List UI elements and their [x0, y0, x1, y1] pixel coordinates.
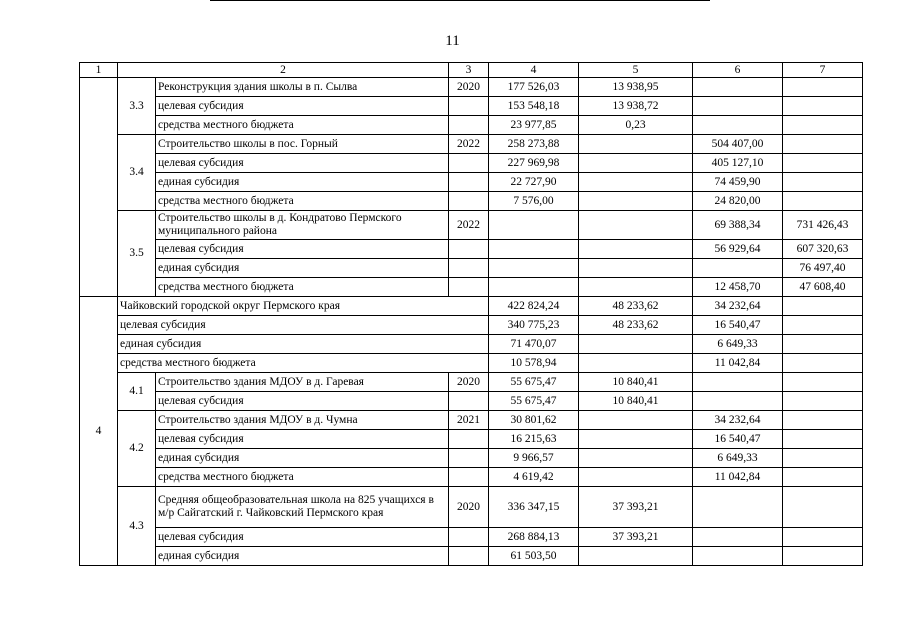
year-cell: 2022: [449, 135, 489, 154]
value-col4: 227 969,98: [489, 154, 579, 173]
value-col5: [579, 154, 693, 173]
header-cell: 6: [693, 63, 783, 78]
value-col6: [693, 97, 783, 116]
value-col5: 0,23: [579, 116, 693, 135]
page-number: 11: [445, 33, 460, 49]
value-col7: [783, 316, 863, 335]
year-cell: [449, 430, 489, 449]
header-cell: 1: [80, 63, 118, 78]
year-cell: [449, 547, 489, 566]
item-name: единая субсидия: [156, 449, 449, 468]
value-col4: 336 347,15: [489, 487, 579, 528]
value-col6: 6 649,33: [693, 335, 783, 354]
value-col6: 56 929,64: [693, 240, 783, 259]
header-cell: 3: [449, 63, 489, 78]
table-row: [80, 192, 863, 211]
value-col6: 24 820,00: [693, 192, 783, 211]
value-col5: 48 233,62: [579, 297, 693, 316]
value-col4: 340 775,23: [489, 316, 579, 335]
table-row: [80, 547, 863, 566]
value-col6: 34 232,64: [693, 297, 783, 316]
value-col4: [489, 240, 579, 259]
value-col6: 16 540,47: [693, 316, 783, 335]
value-col6: 34 232,64: [693, 411, 783, 430]
item-name: средства местного бюджета: [156, 278, 449, 297]
item-name: единая субсидия: [156, 259, 449, 278]
value-col4: 422 824,24: [489, 297, 579, 316]
top-rule: [210, 0, 710, 1]
summary-name: средства местного бюджета: [118, 354, 489, 373]
table-row: [80, 528, 863, 547]
item-name: Строительство школы в пос. Горный: [156, 135, 449, 154]
value-col7: [783, 373, 863, 392]
value-col4: 30 801,62: [489, 411, 579, 430]
value-col7: [783, 354, 863, 373]
value-col5: [579, 278, 693, 297]
value-col7: 47 608,40: [783, 278, 863, 297]
value-col7: [783, 173, 863, 192]
value-col5: 37 393,21: [579, 528, 693, 547]
table-row: [80, 468, 863, 487]
value-col4: 9 966,57: [489, 449, 579, 468]
value-col6: [693, 547, 783, 566]
table-row: [80, 259, 863, 278]
subsection-number: 3.3: [118, 78, 156, 135]
value-col4: 10 578,94: [489, 354, 579, 373]
value-col5: 13 938,72: [579, 97, 693, 116]
value-col4: 55 675,47: [489, 392, 579, 411]
item-name: целевая субсидия: [156, 528, 449, 547]
value-col5: [579, 354, 693, 373]
value-col7: [783, 192, 863, 211]
value-col4: 177 526,03: [489, 78, 579, 97]
item-name: целевая субсидия: [156, 97, 449, 116]
value-col6: 74 459,90: [693, 173, 783, 192]
year-cell: [449, 259, 489, 278]
table-row: [80, 278, 863, 297]
value-col4: 23 977,85: [489, 116, 579, 135]
section-number-cell: [80, 78, 118, 297]
value-col4: 153 548,18: [489, 97, 579, 116]
subsection-number: 4.2: [118, 411, 156, 487]
value-col6: 11 042,84: [693, 468, 783, 487]
value-col7: 607 320,63: [783, 240, 863, 259]
table-row: [80, 373, 863, 392]
value-col7: 731 426,43: [783, 211, 863, 240]
value-col5: [579, 173, 693, 192]
value-col5: [579, 411, 693, 430]
value-col5: 37 393,21: [579, 487, 693, 528]
section-number: 4: [80, 297, 118, 566]
subsection-number: 4.1: [118, 373, 156, 411]
value-col4: 71 470,07: [489, 335, 579, 354]
table-row: [80, 63, 863, 78]
value-col7: [783, 430, 863, 449]
item-name: Средняя общеобразовательная школа на 825 учащихся в м/р Сайгатский г. Чайковский Пермского края: [156, 487, 449, 528]
value-col6: [693, 116, 783, 135]
header-cell: 5: [579, 63, 693, 78]
value-col7: [783, 547, 863, 566]
value-col7: [783, 392, 863, 411]
value-col7: [783, 449, 863, 468]
value-col7: [783, 528, 863, 547]
item-name: целевая субсидия: [156, 430, 449, 449]
item-name: Реконструкция здания школы в п. Сылва: [156, 78, 449, 97]
table-row: [80, 211, 863, 240]
year-cell: [449, 528, 489, 547]
value-col7: [783, 154, 863, 173]
header-cell: 2: [118, 63, 449, 78]
item-name: Строительство школы в д. Кондратово Пермского муниципального района: [156, 211, 449, 240]
value-col5: [579, 449, 693, 468]
year-cell: 2021: [449, 411, 489, 430]
year-cell: [449, 240, 489, 259]
table-row: [80, 116, 863, 135]
item-name: целевая субсидия: [156, 240, 449, 259]
table-row: [80, 97, 863, 116]
value-col7: [783, 335, 863, 354]
value-col6: [693, 392, 783, 411]
value-col4: 7 576,00: [489, 192, 579, 211]
header-cell: 4: [489, 63, 579, 78]
value-col6: 69 388,34: [693, 211, 783, 240]
value-col4: [489, 259, 579, 278]
table-row: [80, 316, 863, 335]
value-col5: [579, 135, 693, 154]
value-col4: [489, 278, 579, 297]
table-row: [80, 154, 863, 173]
subsection-number: 4.3: [118, 487, 156, 566]
value-col5: [579, 259, 693, 278]
subsection-number: 3.5: [118, 211, 156, 297]
year-cell: 2020: [449, 487, 489, 528]
value-col4: [489, 211, 579, 240]
value-col4: 4 619,42: [489, 468, 579, 487]
value-col5: 10 840,41: [579, 373, 693, 392]
table-row: [80, 354, 863, 373]
value-col5: [579, 240, 693, 259]
item-name: целевая субсидия: [156, 392, 449, 411]
value-col5: 13 938,95: [579, 78, 693, 97]
subsection-number: 3.4: [118, 135, 156, 211]
summary-name: единая субсидия: [118, 335, 489, 354]
value-col7: [783, 411, 863, 430]
year-cell: [449, 278, 489, 297]
value-col5: [579, 192, 693, 211]
year-cell: [449, 97, 489, 116]
value-col4: 258 273,88: [489, 135, 579, 154]
item-name: единая субсидия: [156, 173, 449, 192]
value-col5: 10 840,41: [579, 392, 693, 411]
value-col6: [693, 78, 783, 97]
year-cell: [449, 154, 489, 173]
value-col5: [579, 547, 693, 566]
table-row: [80, 449, 863, 468]
table-row: [80, 411, 863, 430]
value-col5: [579, 468, 693, 487]
value-col6: [693, 259, 783, 278]
value-col6: 12 458,70: [693, 278, 783, 297]
item-name: Строительство здания МДОУ в д. Чумна: [156, 411, 449, 430]
year-cell: [449, 468, 489, 487]
budget-table: [79, 62, 863, 566]
table-row: [80, 135, 863, 154]
value-col6: 11 042,84: [693, 354, 783, 373]
value-col5: [579, 430, 693, 449]
value-col6: 405 127,10: [693, 154, 783, 173]
value-col4: 61 503,50: [489, 547, 579, 566]
value-col5: [579, 211, 693, 240]
year-cell: 2022: [449, 211, 489, 240]
item-name: единая субсидия: [156, 547, 449, 566]
table-row: [80, 78, 863, 97]
year-cell: [449, 173, 489, 192]
year-cell: 2020: [449, 78, 489, 97]
value-col6: [693, 373, 783, 392]
value-col6: [693, 528, 783, 547]
value-col5: [579, 335, 693, 354]
value-col4: 16 215,63: [489, 430, 579, 449]
year-cell: [449, 392, 489, 411]
value-col5: 48 233,62: [579, 316, 693, 335]
value-col4: 55 675,47: [489, 373, 579, 392]
value-col6: 16 540,47: [693, 430, 783, 449]
item-name: средства местного бюджета: [156, 468, 449, 487]
table-row: [80, 430, 863, 449]
year-cell: [449, 192, 489, 211]
value-col7: [783, 78, 863, 97]
year-cell: [449, 449, 489, 468]
table-row: [80, 392, 863, 411]
item-name: целевая субсидия: [156, 154, 449, 173]
item-name: средства местного бюджета: [156, 192, 449, 211]
value-col6: [693, 487, 783, 528]
value-col6: 504 407,00: [693, 135, 783, 154]
year-cell: [449, 116, 489, 135]
table-row: [80, 335, 863, 354]
summary-name: целевая субсидия: [118, 316, 489, 335]
item-name: средства местного бюджета: [156, 116, 449, 135]
value-col7: [783, 487, 863, 528]
value-col4: 268 884,13: [489, 528, 579, 547]
table-row: [80, 297, 863, 316]
item-name: Строительство здания МДОУ в д. Гаревая: [156, 373, 449, 392]
table-row: [80, 173, 863, 192]
value-col7: [783, 297, 863, 316]
table-row: [80, 487, 863, 528]
year-cell: 2020: [449, 373, 489, 392]
summary-name: Чайковский городской округ Пермского края: [118, 297, 489, 316]
value-col7: [783, 116, 863, 135]
value-col7: [783, 468, 863, 487]
value-col7: [783, 97, 863, 116]
value-col7: 76 497,40: [783, 259, 863, 278]
header-cell: 7: [783, 63, 863, 78]
table-row: [80, 240, 863, 259]
value-col6: 6 649,33: [693, 449, 783, 468]
value-col4: 22 727,90: [489, 173, 579, 192]
value-col7: [783, 135, 863, 154]
